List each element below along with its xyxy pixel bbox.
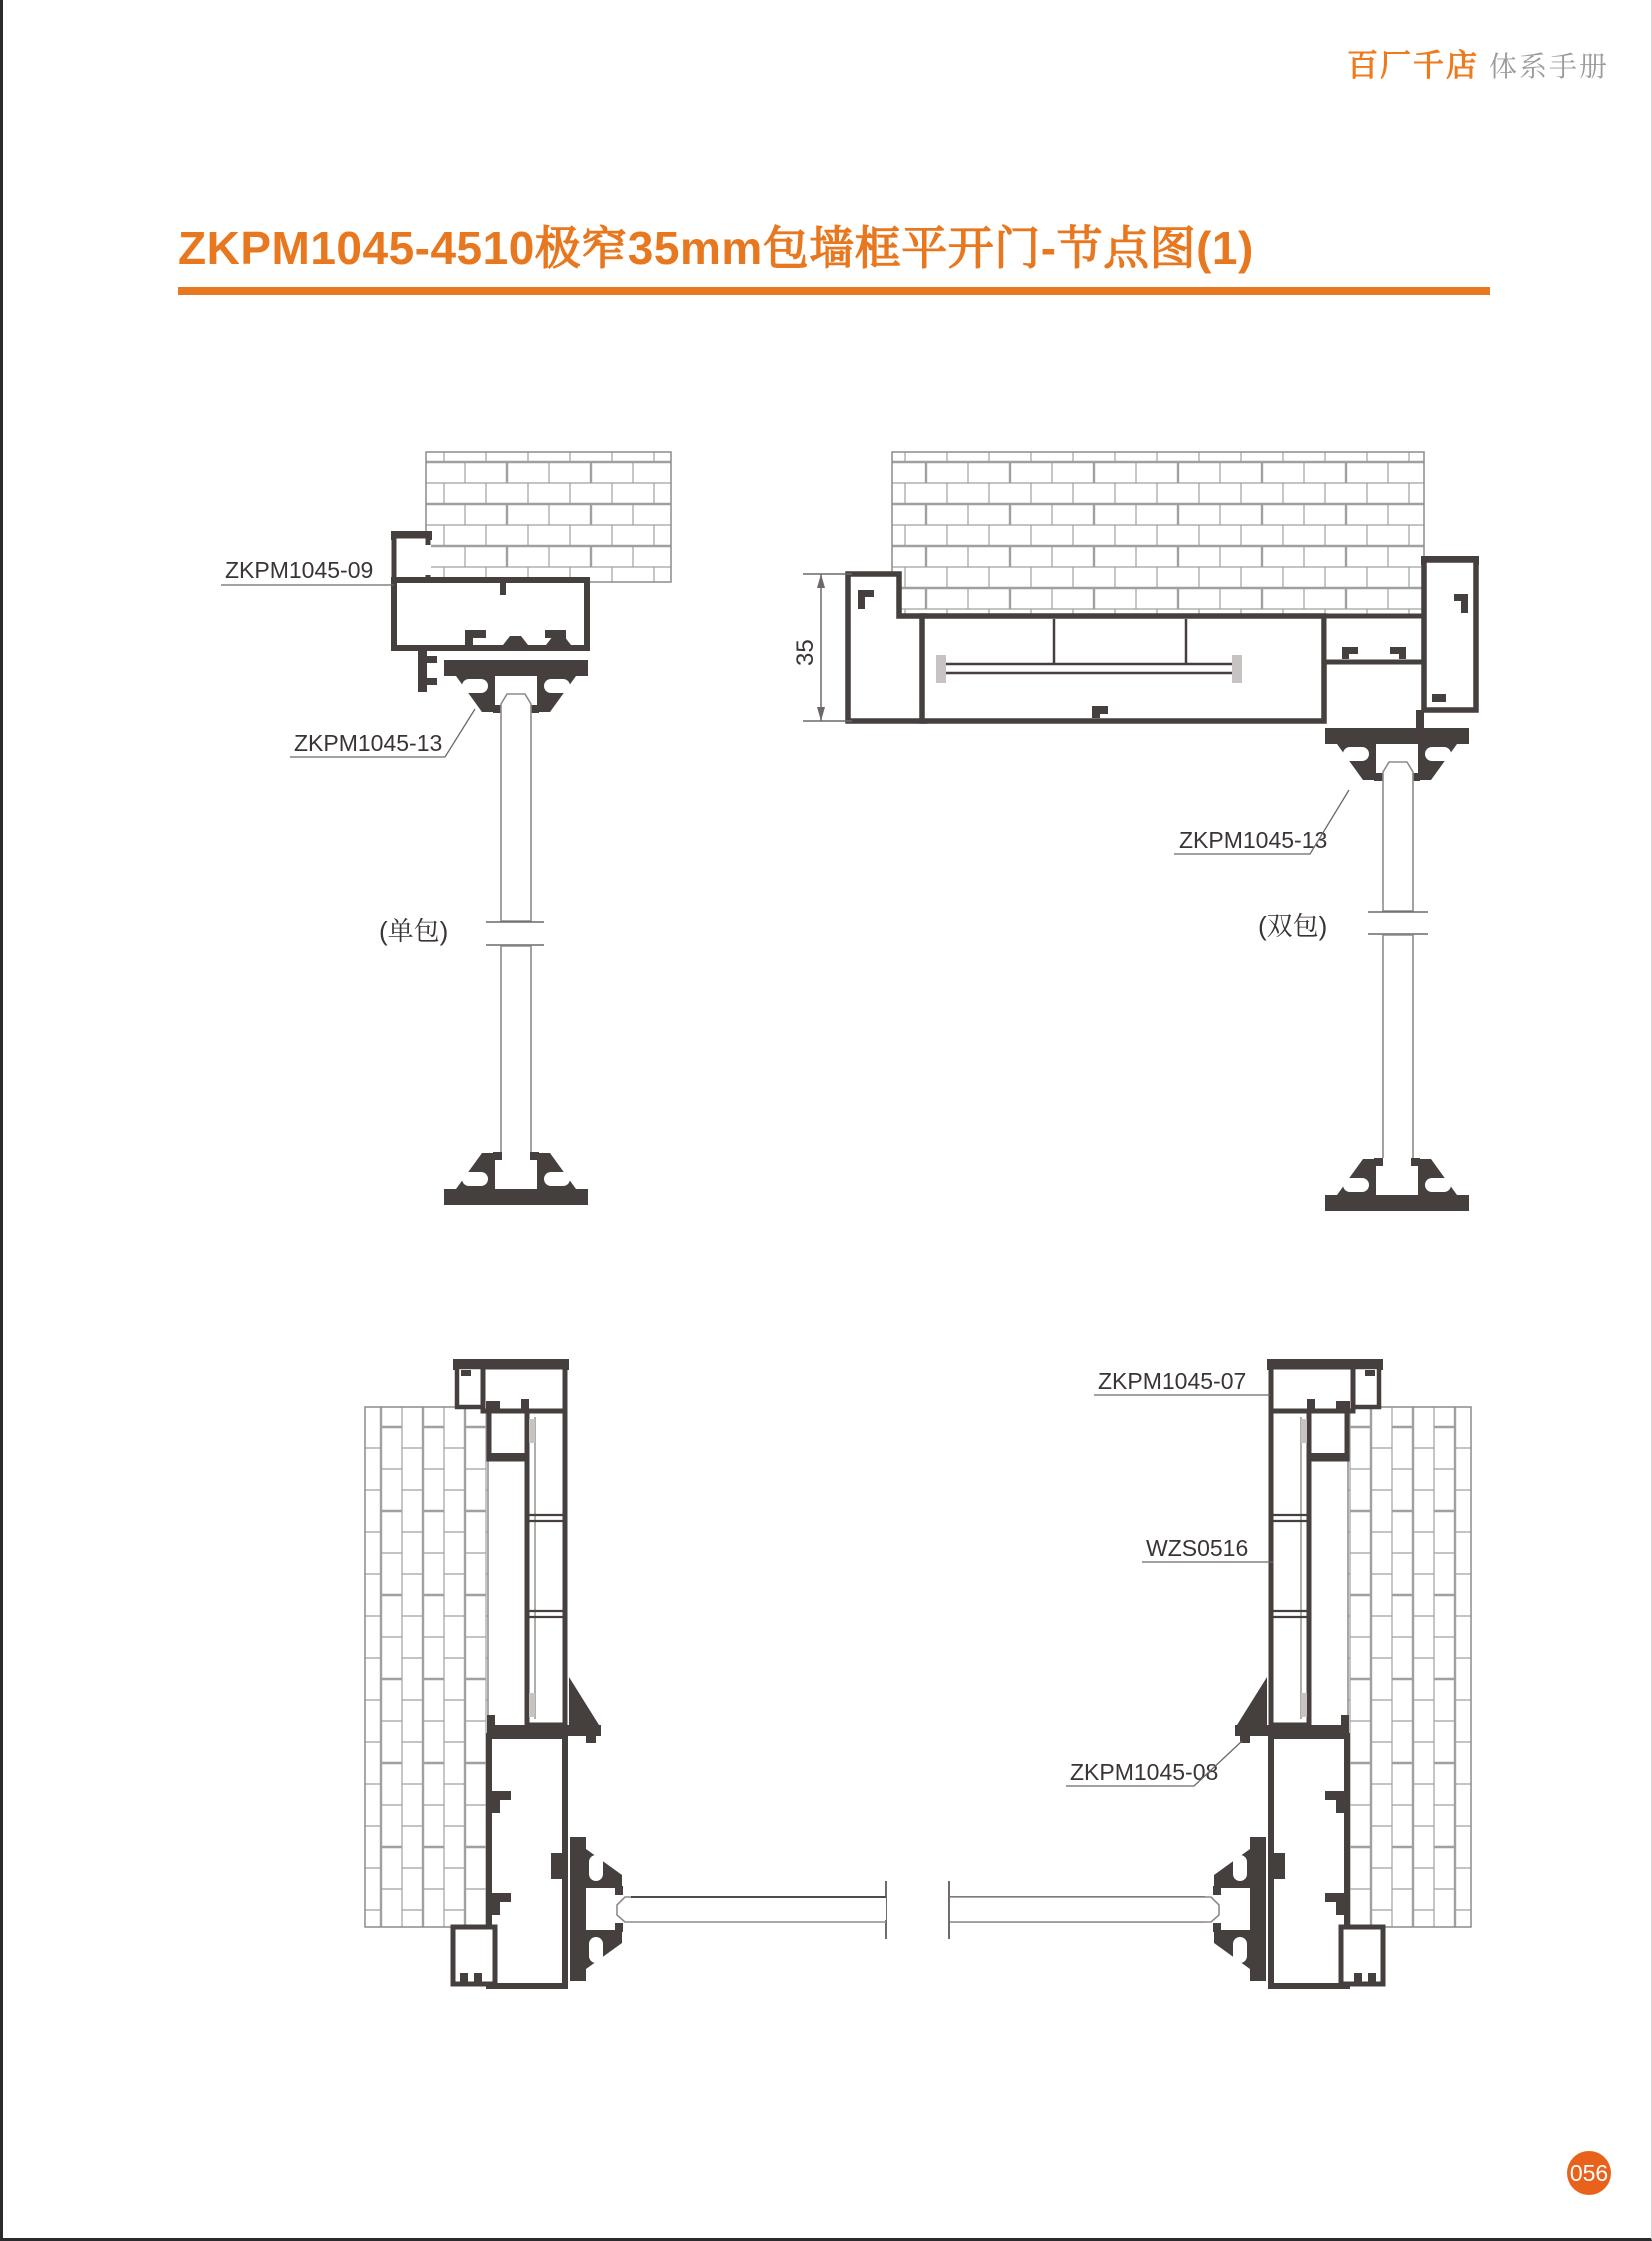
node-diagram-canvas <box>3 0 1652 2241</box>
door-leaf-upper <box>1383 762 1413 911</box>
door-leaf-upper <box>501 694 531 921</box>
drawing-head-single-wrap <box>221 452 671 1205</box>
dim-35-text: 35 <box>792 639 819 666</box>
label-zkpm1045-07: ZKPM1045-07 <box>1098 1368 1247 1394</box>
label-zkpm1045-13-left: ZKPM1045-13 <box>294 730 443 756</box>
drawing-jamb-left <box>365 1359 1205 1986</box>
head-frame-profile <box>922 616 1324 721</box>
page-number: 056 <box>1569 2159 1609 2186</box>
manual-name-text: 体系手册 <box>1488 51 1609 82</box>
caption-double-wrap: (双包) <box>1258 911 1328 941</box>
brick-wall-hatch <box>892 452 1424 616</box>
label-zkpm1045-09: ZKPM1045-09 <box>225 557 374 583</box>
break-marks <box>1368 912 1428 934</box>
label-zkpm1045-08: ZKPM1045-08 <box>1070 1759 1219 1785</box>
drawing-head-double-wrap <box>792 452 1479 1211</box>
brand-logo-text: 百厂千店 <box>1346 48 1479 83</box>
label-wzs0516: WZS0516 <box>1146 1535 1249 1561</box>
page-title: ZKPM1045-4510极窄35mm包墙框平开门-节点图(1) <box>178 222 1254 274</box>
drawing-jamb-right <box>631 1359 1471 1986</box>
page-number-badge <box>1567 2151 1611 2195</box>
brick-wall-hatch <box>426 452 671 582</box>
dimension-35 <box>792 574 852 721</box>
break-marks <box>486 922 544 945</box>
caption-single-wrap: (单包) <box>379 916 449 946</box>
label-zkpm1045-13-right: ZKPM1045-13 <box>1179 827 1328 853</box>
